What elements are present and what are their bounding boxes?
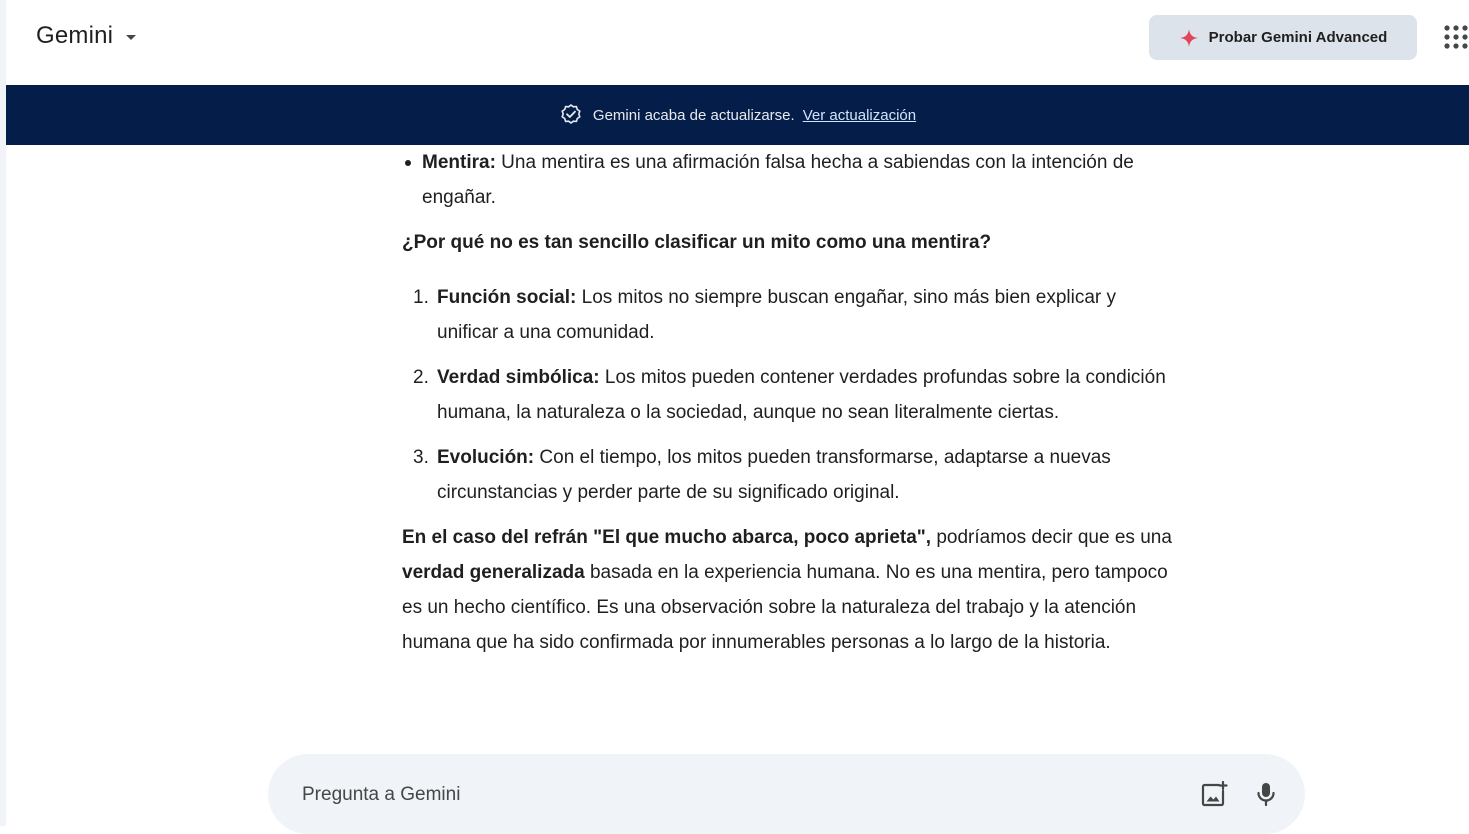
try-advanced-label: Probar Gemini Advanced [1208,29,1388,46]
response-content [402,145,1182,660]
bullet-term: Mentira: [422,152,496,173]
section-question [402,225,1182,260]
conclusion-part2: basada en la experiencia humana. No es una mentira, pero tampoco es un hecho científico. Es una observación sobre la naturaleza del trabajo y la atención humana que ha sido confirmada por innumerables personas a lo largo de la historia. [402,562,1168,653]
item-term: Verdad simbólica: [437,367,600,388]
item-term: Evolución: [437,447,535,468]
list-number: 2. [413,367,429,388]
list-item [402,360,1182,430]
list-item [402,145,1182,215]
conclusion-lead: En el caso del refrán "El que mucho abarca, poco aprieta", [402,527,932,548]
caret-down-icon [125,34,137,42]
item-term: Función social: [437,287,577,308]
item-text: Los mitos pueden contener verdades profundas sobre la condición humana, la naturaleza o la sociedad, aunque no sean literalmente ciertas. [437,367,1166,423]
item-text: Con el tiempo, los mitos pueden transformarse, adaptarse a nuevas circunstancias y perder parte de su significado original. [437,447,1111,503]
list-number: 1. [413,287,429,308]
conclusion-bold: verdad generalizada [402,562,585,583]
sparkle-icon [1179,28,1199,48]
list-item [402,280,1182,350]
conclusion-paragraph [402,520,1182,660]
numbered-list [402,280,1182,510]
top-bar [6,0,1469,85]
bullet-text: Una mentira es una afirmación falsa hecha a sabiendas con la intención de engañar. [422,152,1134,208]
banner-text: Gemini acaba de actualizarse. [592,106,795,124]
microphone-icon[interactable] [1252,780,1280,808]
apps-grid-icon[interactable] [1443,24,1469,50]
question-text: ¿Por qué no es tan sencillo clasificar un mito como una mentira? [402,232,992,253]
verified-badge-icon [559,103,583,127]
conclusion-part1: podríamos decir que es una [931,527,1172,548]
model-switcher[interactable] [36,22,137,50]
app-title: Gemini [36,22,114,49]
try-advanced-button[interactable] [1149,15,1417,60]
add-image-icon[interactable] [1200,780,1228,808]
view-update-link[interactable]: Ver actualización [802,106,917,124]
item-text: Los mitos no siempre buscan engañar, sino más bien explicar y unificar a una comunidad. [437,287,1117,343]
list-item [402,440,1182,510]
update-banner [6,85,1469,145]
list-number: 3. [413,447,429,468]
prompt-bar [268,754,1305,834]
prompt-input[interactable] [300,776,1184,814]
